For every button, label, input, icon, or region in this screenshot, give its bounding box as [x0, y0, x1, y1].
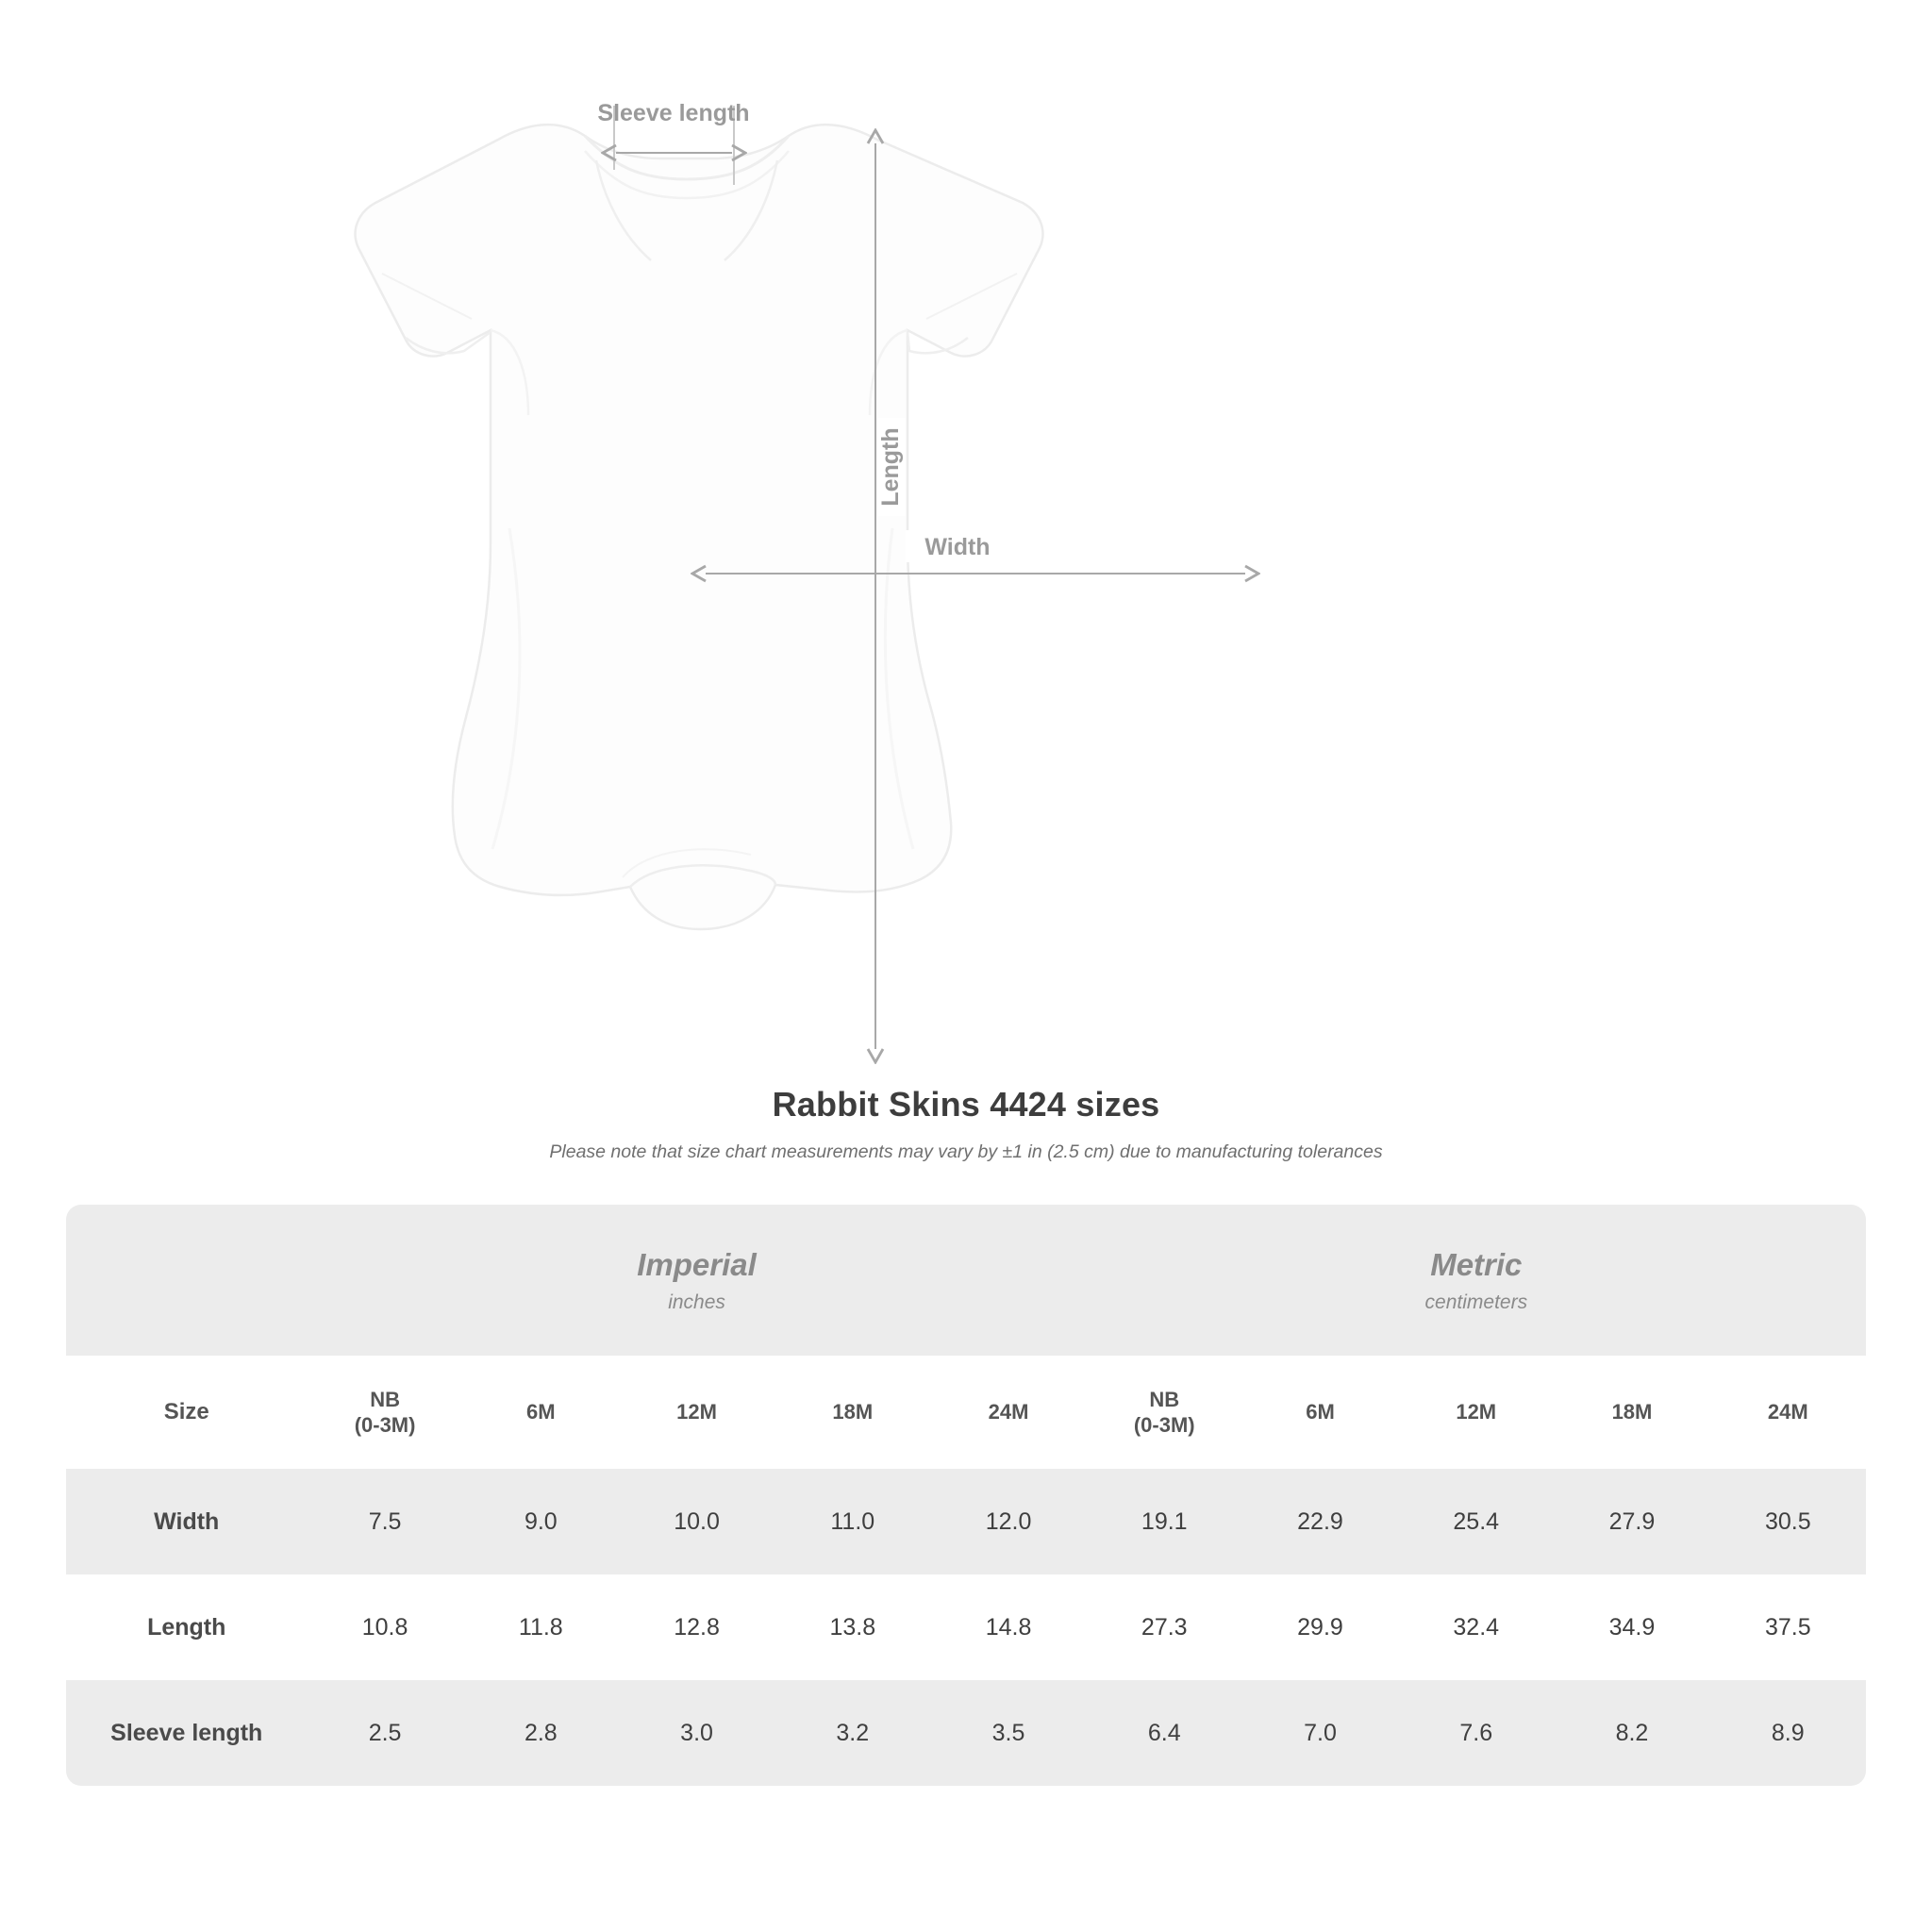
cell-width-24m-cm: 30.5 [1710, 1469, 1866, 1574]
cell-length-18m-cm: 34.9 [1554, 1574, 1709, 1680]
row-label-length: Length [66, 1574, 307, 1680]
cell-width-18m-cm: 27.9 [1554, 1469, 1709, 1574]
row-label-sleeve-length: Sleeve length [66, 1680, 307, 1786]
cell-length-nb-cm: 27.3 [1087, 1574, 1242, 1680]
cell-sleeve-24m-in: 3.5 [930, 1680, 1086, 1786]
cell-width-24m-in: 12.0 [930, 1469, 1086, 1574]
column-header-nb-metric [1087, 1356, 1242, 1469]
cell-sleeve-6m-in: 2.8 [463, 1680, 619, 1786]
cell-width-nb-cm: 19.1 [1087, 1469, 1242, 1574]
sleeve-length-label: Sleeve length [597, 100, 750, 126]
row-label-width: Width [66, 1469, 307, 1574]
cell-length-6m-in: 11.8 [463, 1574, 619, 1680]
cell-sleeve-24m-cm: 8.9 [1710, 1680, 1866, 1786]
unit-header-row [66, 1205, 1866, 1356]
unit-header-spacer [66, 1205, 307, 1356]
tolerance-note: Please note that size chart measurements may vary by ±1 in (2.5 cm) due to manufacturing tolerances [549, 1141, 1383, 1162]
col-sub: (0-3M) [354, 1413, 416, 1437]
unit-metric-sub: centimeters [1424, 1291, 1528, 1313]
col-main: NB [1149, 1387, 1180, 1411]
cell-length-nb-in: 10.8 [307, 1574, 462, 1680]
unit-header-metric [1087, 1205, 1866, 1356]
column-header-18m-metric: 18M [1554, 1356, 1709, 1469]
table-row [66, 1680, 1866, 1786]
cell-width-12m-in: 10.0 [619, 1469, 774, 1574]
width-label: Width [924, 534, 991, 560]
size-header-label: Size [66, 1356, 307, 1469]
unit-imperial-sub: inches [668, 1291, 725, 1313]
col-main: NB [370, 1387, 400, 1411]
cell-sleeve-nb-cm: 6.4 [1087, 1680, 1242, 1786]
cell-width-6m-in: 9.0 [463, 1469, 619, 1574]
cell-width-12m-cm: 25.4 [1398, 1469, 1554, 1574]
table-row [66, 1574, 1866, 1680]
column-header-24m-metric: 24M [1710, 1356, 1866, 1469]
column-header-nb-imperial [307, 1356, 462, 1469]
bodysuit-shape [356, 125, 1043, 929]
unit-imperial-title: Imperial [637, 1247, 757, 1283]
cell-sleeve-18m-cm: 8.2 [1554, 1680, 1709, 1786]
unit-header-imperial [307, 1205, 1086, 1356]
cell-width-6m-cm: 22.9 [1242, 1469, 1398, 1574]
col-sub: (0-3M) [1133, 1413, 1195, 1437]
length-label: Length [877, 427, 904, 507]
cell-width-nb-in: 7.5 [307, 1469, 462, 1574]
cell-sleeve-12m-cm: 7.6 [1398, 1680, 1554, 1786]
cell-sleeve-nb-in: 2.5 [307, 1680, 462, 1786]
table-row [66, 1469, 1866, 1574]
cell-length-12m-in: 12.8 [619, 1574, 774, 1680]
size-table [66, 1205, 1866, 1786]
cell-length-24m-in: 14.8 [930, 1574, 1086, 1680]
size-header-row [66, 1356, 1866, 1469]
page-title: Rabbit Skins 4424 sizes [772, 1085, 1160, 1124]
cell-length-18m-in: 13.8 [774, 1574, 930, 1680]
size-table-wrapper [66, 1205, 1866, 1786]
cell-width-18m-in: 11.0 [774, 1469, 930, 1574]
column-header-6m-imperial: 6M [463, 1356, 619, 1469]
cell-sleeve-12m-in: 3.0 [619, 1680, 774, 1786]
column-header-6m-metric: 6M [1242, 1356, 1398, 1469]
cell-sleeve-18m-in: 3.2 [774, 1680, 930, 1786]
column-header-12m-imperial: 12M [619, 1356, 774, 1469]
unit-metric-title: Metric [1430, 1247, 1523, 1283]
cell-length-24m-cm: 37.5 [1710, 1574, 1866, 1680]
column-header-24m-imperial: 24M [930, 1356, 1086, 1469]
column-header-12m-metric: 12M [1398, 1356, 1554, 1469]
cell-length-12m-cm: 32.4 [1398, 1574, 1554, 1680]
column-header-18m-imperial: 18M [774, 1356, 930, 1469]
cell-length-6m-cm: 29.9 [1242, 1574, 1398, 1680]
cell-sleeve-6m-cm: 7.0 [1242, 1680, 1398, 1786]
